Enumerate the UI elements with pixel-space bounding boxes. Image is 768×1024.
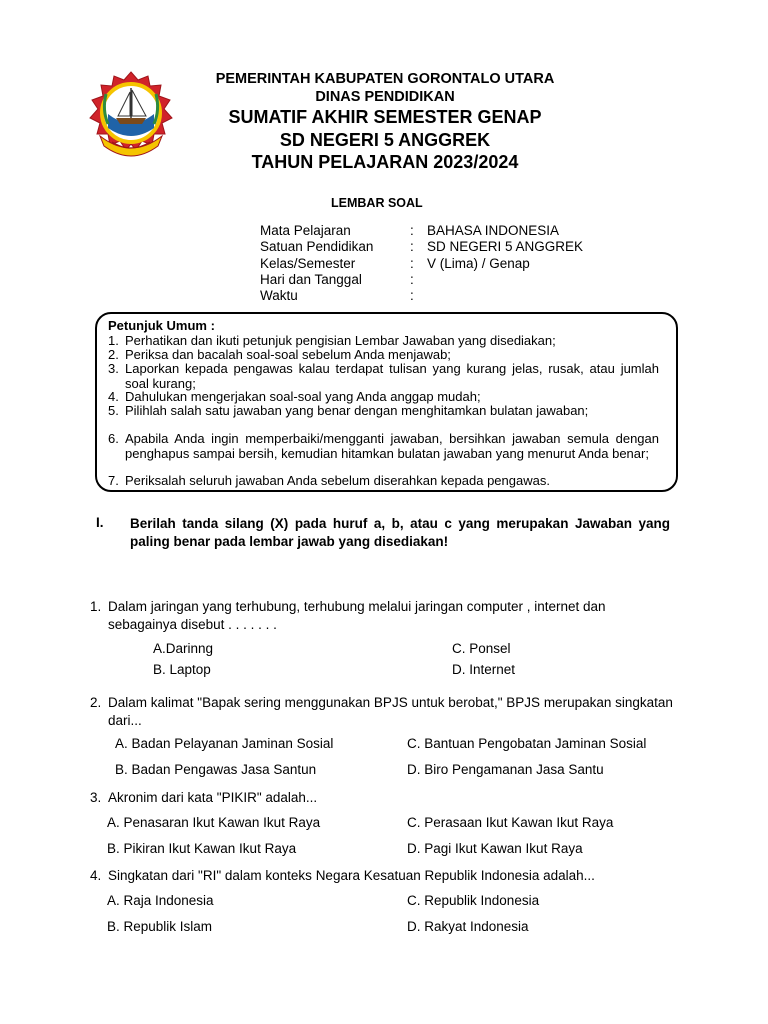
question-number: 1. <box>90 599 102 614</box>
info-label: Satuan Pendidikan <box>260 239 374 254</box>
sheet-title: LEMBAR SOAL <box>331 196 423 210</box>
option-d[interactable]: D. Biro Pengamanan Jasa Santu <box>407 762 604 777</box>
rule-text: Apabila Anda ingin memperbaiki/mengganti jawaban, bersihkan jawaban semula dengan penghapus sampai bersih, kemudian hitamkan bulatan jawaban yang menurut Anda benar; <box>125 431 659 461</box>
info-label: Kelas/Semester <box>260 256 356 271</box>
option-a[interactable]: A.Darinng <box>153 641 214 656</box>
rule-number: 6. <box>108 431 119 446</box>
option-d[interactable]: D. Rakyat Indonesia <box>407 919 529 934</box>
header-exam-title: SUMATIF AKHIR SEMESTER GENAP <box>228 107 542 127</box>
header-government: PEMERINTAH KABUPATEN GORONTALO UTARA <box>215 71 555 87</box>
option-b[interactable]: B. Badan Pengawas Jasa Santun <box>115 762 317 777</box>
rule-number: 4. <box>108 389 119 404</box>
section-number: I. <box>96 515 104 530</box>
question-number: 4. <box>90 868 102 883</box>
option-b[interactable]: B. Pikiran Ikut Kawan Ikut Raya <box>107 841 297 856</box>
option-c[interactable]: C. Bantuan Pengobatan Jaminan Sosial <box>407 736 647 751</box>
option-b[interactable]: B. Laptop <box>153 662 211 677</box>
question-text: Singkatan dari "RI" dalam konteks Negara Kesatuan Republik Indonesia adalah... <box>108 868 595 883</box>
option-d[interactable]: D. Pagi Ikut Kawan Ikut Raya <box>407 841 583 856</box>
info-value: SD NEGERI 5 ANGGREK <box>427 239 584 254</box>
question-text: Akronim dari kata "PIKIR" adalah... <box>108 790 318 805</box>
section-instruction: Berilah tanda silang (X) pada huruf a, b, atau c yang merupakan Jawaban yang paling benar pada lembar jawab yang disediakan! <box>130 516 670 549</box>
question-number: 2. <box>90 695 102 710</box>
rule-number: 7. <box>108 473 119 488</box>
rule-text: Pilihlah salah satu jawaban yang benar dengan menghitamkan bulatan jawaban; <box>125 403 589 418</box>
rule-text: Periksalah seluruh jawaban Anda sebelum diserahkan kepada pengawas. <box>125 473 550 488</box>
rule-number: 2. <box>108 347 119 362</box>
header-department: DINAS PENDIDIKAN <box>315 89 455 105</box>
option-a[interactable]: A. Penasaran Ikut Kawan Ikut Raya <box>107 815 321 830</box>
option-d[interactable]: D. Internet <box>452 662 516 677</box>
rule-number: 1. <box>108 333 119 348</box>
info-label: Hari dan Tanggal <box>260 272 362 287</box>
regency-emblem-icon <box>88 70 174 162</box>
question-text: Dalam jaringan yang terhubung, terhubung melalui jaringan computer , internet dan sebagainya disebut . . . . . . . <box>108 599 606 632</box>
rules-title: Petunjuk Umum : <box>108 318 215 333</box>
option-c[interactable]: C. Perasaan Ikut Kawan Ikut Raya <box>407 815 614 830</box>
header-school-year: TAHUN PELAJARAN 2023/2024 <box>251 152 519 172</box>
info-label: Waktu <box>260 288 298 303</box>
rule-text: Perhatikan dan ikuti petunjuk pengisian Lembar Jawaban yang disediakan; <box>125 333 556 348</box>
option-a[interactable]: A. Badan Pelayanan Jaminan Sosial <box>115 736 334 751</box>
option-c[interactable]: C. Republik Indonesia <box>407 893 540 908</box>
info-colon: : <box>410 256 414 271</box>
rule-text: Periksa dan bacalah soal-soal sebelum Anda menjawab; <box>125 347 451 362</box>
info-value: V (Lima) / Genap <box>427 256 530 271</box>
info-colon: : <box>410 288 414 303</box>
question-number: 3. <box>90 790 102 805</box>
header-school: SD NEGERI 5 ANGGREK <box>279 130 491 150</box>
info-value: BAHASA INDONESIA <box>427 223 560 238</box>
info-colon: : <box>410 223 414 238</box>
option-b[interactable]: B. Republik Islam <box>107 919 213 934</box>
rule-number: 5. <box>108 403 119 418</box>
option-a[interactable]: A. Raja Indonesia <box>107 893 214 908</box>
option-c[interactable]: C. Ponsel <box>452 641 511 656</box>
rule-number: 3. <box>108 361 119 376</box>
info-colon: : <box>410 272 414 287</box>
rule-text: Dahulukan mengerjakan soal-soal yang Anda anggap mudah; <box>125 389 481 404</box>
question-text: Dalam kalimat "Bapak sering menggunakan BPJS untuk berobat," BPJS merupakan singkatan dari... <box>108 695 673 728</box>
info-label: Mata Pelajaran <box>260 223 351 238</box>
info-colon: : <box>410 239 414 254</box>
rule-text: Laporkan kepada pengawas kalau terdapat tulisan yang kurang jelas, rusak, atau jumlah soal kurang; <box>125 361 659 391</box>
